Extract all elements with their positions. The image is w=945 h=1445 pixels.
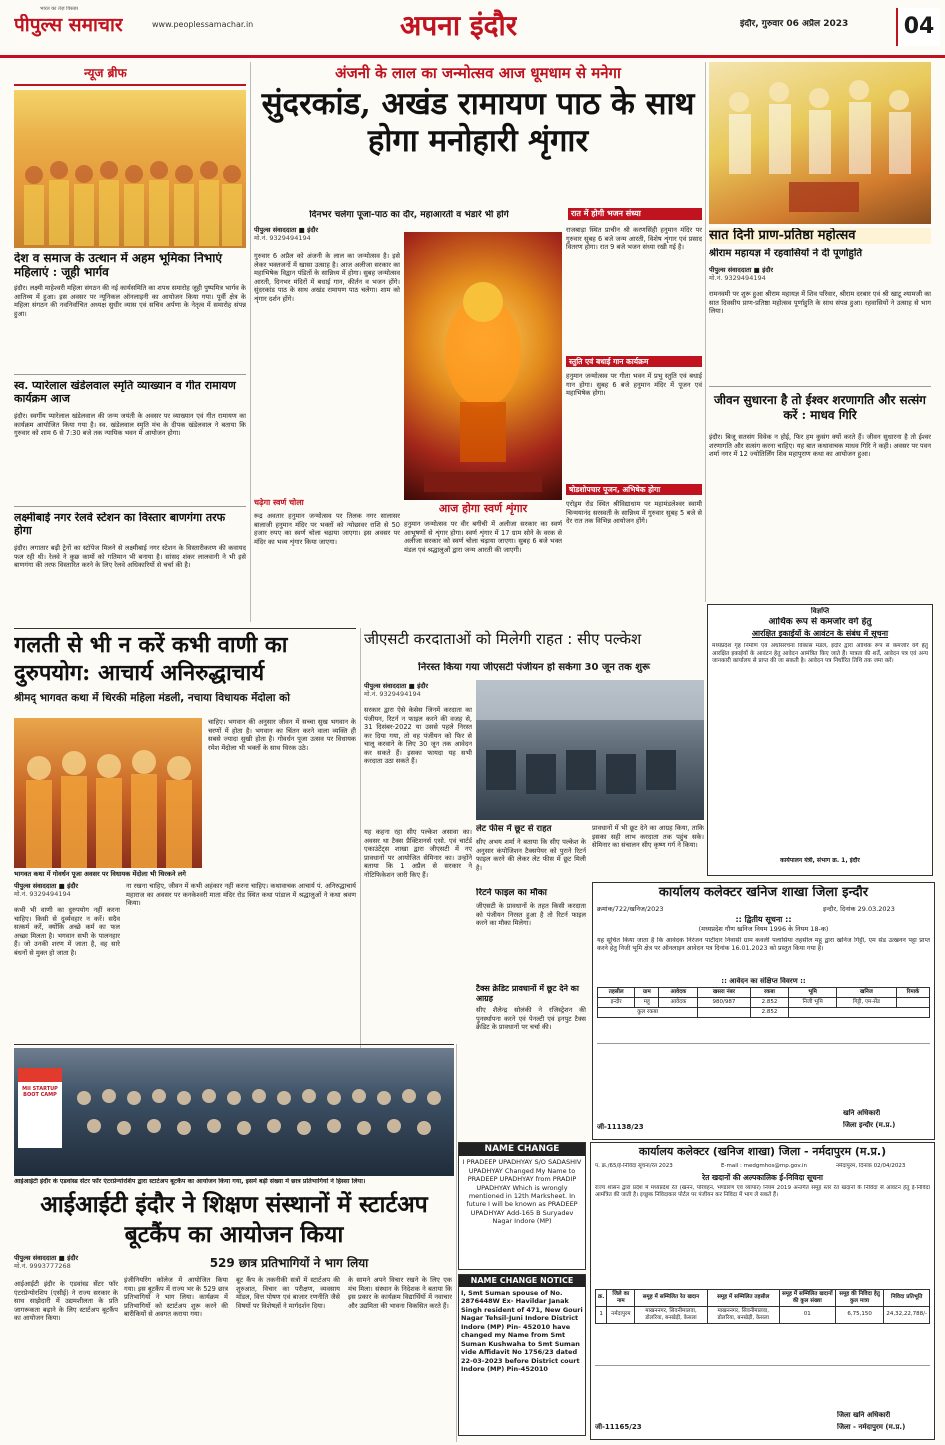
khanij-th: ग्राम bbox=[635, 988, 659, 998]
madhav-giri-body: इंदौर। बिजू सतसंग विवेक न होई, फिर हम कुसंग क्यों करते हैं। जीवन सुधारना है तो ईश्वर शरणागति और सत्संग करना चाहिए। यह बात कथावाचक माधव गिरि ने कही। अवसर पर पवन शर्मा नगर में 12 ज्योतिर्लिंग शिव महापुराण कथा का आयोजन हुआ। bbox=[709, 433, 931, 459]
lead-subhead-d: षोडशोपचार पूजन, अभिषेक होगा bbox=[566, 484, 702, 495]
website-url[interactable]: www.peoplessamachar.in bbox=[152, 20, 254, 29]
khanij-signature-1: खनि अधिकारी bbox=[843, 1109, 881, 1117]
khanij-table-title: :: आवेदन का संक्षिप्त विवरण :: bbox=[721, 977, 806, 985]
lead-kicker: अंजनी के लाल का जन्मोत्सव आज धूमधाम से मनेगा bbox=[335, 64, 621, 82]
lead-body-5: हनुमान जन्मोत्सव पर गीता भवन में प्रभु स्तुति एवं बधाई गान होगा। सुबह 6 बजे हनुमान मंदिर में पूजन एवं महाभिषेक होगा। bbox=[566, 372, 702, 398]
news-brief-label: न्यूज ब्रीफ bbox=[84, 66, 127, 80]
narmadapuram-table-wrap bbox=[595, 1289, 930, 1324]
narmadapuram-body: राज्य शासन द्वारा प्रदेश में मध्यप्रदेश रेत (खनन, परिवहन, भण्डारण एवं व्यापार) नियम 2019 अन्तर्गत समूह स्तर रेत खदानों के निविदा से आवंटन हेतु ई-निविदा आमंत्रित की जाती है। इच्छुक निविदाकार पोर्टल पर पंजीयन कर निविदा में भाग ले सकते हैं। bbox=[595, 1185, 930, 1199]
khanij-body: यह सूचित किया जाता है कि आवेदक निरंजन पाटीदार निवासी ग्राम कवली पलासिया तहसील महू द्वारा खनिज गिट्टी, एम सेंड उत्खनन पट्टा प्राप्त करने हेतु निजी भूमि क्षेत्र पर ऑनलाइन आवेदन पत्र दिनांक 16.01.2023 को प्रस्तुत किया गया है। bbox=[597, 937, 930, 953]
gst-subhead-b: टैक्स क्रेडिट प्रावधानों में छूट देने का आग्रह bbox=[476, 984, 579, 1003]
mahotsav-headline[interactable]: सात दिनी प्राण-प्रतिष्ठा महोत्सव bbox=[709, 228, 931, 244]
khanij-indore-notice bbox=[592, 882, 935, 1140]
narmadapuram-terms bbox=[595, 1365, 930, 1411]
khanij-headline: कार्यालय कलेक्टर खनिज शाखा जिला इन्दौर bbox=[658, 885, 869, 900]
lead-byline: पीपुल्स संवाददाता ■ इंदौर bbox=[254, 226, 319, 234]
mahotsav-story bbox=[709, 62, 931, 382]
lead-subhead: दिनभर चलेगा पूजा-पाठ का दौर, महाआरती व भंडारे भी होंगे bbox=[309, 210, 509, 220]
bootcamp-group-illustration bbox=[14, 1048, 454, 1176]
narmadapuram-th: क्र. bbox=[596, 1290, 607, 1307]
yagna-illustration bbox=[709, 62, 931, 224]
brief-headline-1[interactable]: देश व समाज के उत्थान में अहम भूमिका निभाएं महिलाएं : जूही भार्गव bbox=[14, 252, 222, 279]
narmadapuram-td: 1 bbox=[596, 1306, 607, 1323]
lead-body-1: गुरुवार 6 अप्रैल को अंजनी के लाल का जन्मोत्सव है। इसे लेकर भक्तजनों में खासा उत्साह है। आज अलीजा सरकार का महाभिषेक विद्वान पंडितों के सान्निध्य में होगा। सुबह जन्मोत्सव आरती, दिनभर मंदिरों में बधाई गान, कीर्तन व भजन होंगे। सुंदरकांड पाठ के साथ अखंड रामायण पाठ चलेगा। शाम को शृंगार दर्शन होंगे। bbox=[254, 252, 400, 303]
table-row bbox=[596, 1306, 930, 1323]
gst-caption: लेट फीस में छूट से राहत bbox=[476, 824, 552, 834]
lead-story bbox=[254, 62, 702, 622]
khanij-th: रकबा bbox=[750, 988, 789, 998]
khanij-signature-2: जिला इन्दौर (म.प्र.) bbox=[843, 1121, 896, 1129]
gst-seminar-photo bbox=[476, 680, 704, 820]
masthead bbox=[0, 0, 945, 58]
khanij-conditions bbox=[597, 1043, 930, 1107]
khanij-td bbox=[896, 997, 929, 1007]
iiit-caption: आईआईटी इंदौर के एडवांस्ड सेंटर फॉर एंटरप्रेन्योरशिप द्वारा स्टार्टअप बूटकैंप का आयोजन किया गया, इसमें बड़ी संख्या में छात्र प्रतिभागियों ने हिस्सा लिया। bbox=[14, 1178, 366, 1185]
khanij-total-value: 2.852 bbox=[750, 1007, 789, 1017]
narmadapuram-signature-1: जिला खनि अधिकारी bbox=[837, 1411, 891, 1419]
khanij-td: 980/987 bbox=[698, 997, 750, 1007]
bhagwat-body-3: ना रखना चाहिए, जीवन में कभी अहंकार नहीं करना चाहिए। कथावाचक आचार्य पं. अनिरुद्धाचार्य महाराज का अवसर पर कनकेश्वरी माता मंदिर रोड स्थित कथा पांडाल में श्रद्धालुओं ने कथा श्रवण किया। bbox=[126, 882, 356, 908]
lead-mobile: मो.नं. 9329494194 bbox=[254, 234, 311, 243]
gst-byline: पीपुल्स संवाददाता ■ इंदौर bbox=[364, 682, 429, 690]
brief-photo-women-group bbox=[14, 90, 246, 248]
section-title: अपना इंदौर bbox=[400, 9, 518, 42]
narmadapuram-date: नर्मदापुरम, दिनांक 02/04/2023 bbox=[836, 1163, 906, 1169]
khanij-th: खनिज bbox=[836, 988, 896, 998]
narmadapuram-email[interactable]: E-mail : medgmhos@mp.gov.in bbox=[721, 1163, 807, 1169]
khanij-ref-left: क्रमांक/722/खनिज/2023 bbox=[597, 905, 664, 913]
narmadapuram-td: माखननगर, सिवनीमालवा, डोलरिया, बनखेड़ी, केसला bbox=[635, 1306, 707, 1323]
mahotsav-subhead: श्रीराम महायज्ञ में रहवासियों ने दी पूर्णाहुति bbox=[709, 248, 863, 259]
gst-mobile: मो.नं. 9329494194 bbox=[364, 690, 421, 699]
narmadapuram-signature-2: जिला - नर्मदापुरम (म.प्र.) bbox=[837, 1423, 906, 1431]
brief-body-3: इंदौर। लगातार बढ़ी ट्रेनों का स्टॉपेज मिलने से लक्ष्मीबाई नगर स्टेशन के विस्तारीकरण की कवायद फल रही थी। रेलवे ने कुछ कामों को गतिमान भी बनाया है। सांसद शंकर लालवानी ने भी इसे बाणगंगा की तरफ विस्तारित करने के लिए रेलवे अधिकारियों से चर्चा की है। bbox=[14, 544, 246, 570]
gst-body-1: सरकार द्वारा ऐसे केसेस जिनमें करदाता का पंजीयन, रिटर्न न फाइल करने की वजह से, 31 दिसंबर-2022 या उससे पहले निरस्त कर दिया गया, तो वह पंजीयन को फिर से चालू करवाने के लिए 30 जून तक आवेदन कर सकते हैं। इसका फायदा यह सभी करदाता उठा सकते हैं। bbox=[364, 706, 472, 766]
brief-body-1: इंदौर। लक्ष्मी माहेश्वरी महिला संगठन की नई कार्यसमिति का शपथ समारोह जूही पुष्पमित्र भार्गव के आतिथ्य में हुआ। इस अवसर पर न्यूनिकल ऑनलाइनी का आयोजन किया गया। पूर्वी क्षेत्र के महिला संगठन की नवनिर्वाचित अध्यक्ष सुधीर व्यास एवं सचिव अर्पणा के नेतृत्व में समारोह संपन्न हुआ। bbox=[14, 284, 246, 318]
notice-title-small: विज्ञप्ति bbox=[810, 607, 830, 615]
narmadapuram-headline: कार्यालय कलेक्टर (खनिज शाखा) जिला - नर्मदापुरम (म.प्र.) bbox=[638, 1145, 887, 1158]
lead-subhead-a: चढ़ेगा स्वर्ण चोला bbox=[254, 498, 304, 507]
gst-headline[interactable]: जीएसटी करदाताओं को मिलेगी राहत : सीए पल्केश bbox=[364, 630, 642, 648]
bhagwat-mobile: मो.नं. 9329494194 bbox=[14, 890, 71, 899]
narmadapuram-td: नर्मदापुरम bbox=[607, 1306, 635, 1323]
khanij-total-label: कुल रकबा bbox=[598, 1007, 698, 1017]
narmadapuram-th: समूह में सम्मिलित तहसील bbox=[707, 1290, 779, 1307]
lead-body-2: रूद्र अवतार हनुमान जन्मोत्सव पर तिलक नगर सालासर बालाजी हनुमान मंदिर पर भक्तों को न्योछावर राशि से 50 हजार रुपए का स्वर्ण चोला चढ़ाया जाएगा। इस अवसर पर मंदिर का भव्य शृंगार किया जाएगा। bbox=[254, 512, 400, 546]
ews-notice bbox=[707, 604, 933, 876]
name-change-ad-1 bbox=[458, 1142, 586, 1270]
notice-title-1: आर्थिक रूप से कमजोर वर्ग हेतु bbox=[768, 617, 872, 627]
bhagwat-caption: भागवत कथा में गोवर्धन पूजा अवसर पर विधायक मेंदोला भी थिरकने लगे bbox=[14, 870, 186, 878]
notice-body: मध्यप्रदेश गृह निर्माण एवं अधोसंरचना विकास मंडल, इंदौर द्वारा आर्थिक रूप से कमजोर वर्ग हेतु आरक्षित इकाईयों के आवंटन हेतु आवेदन आमंत्रित किए जाते हैं। पात्रता की शर्तें, आवेदन पत्र एवं अन्य जानकारी कार्यालय से प्राप्त की जा सकती है। आवेदन पत्र निर्धारित तिथि तक जमा करें। bbox=[712, 643, 928, 665]
hanuman-idol-illustration bbox=[404, 232, 562, 500]
iiit-body-2: इंजीनियरिंग कॉलेज में आयोजित किया गया। इस बूटकैंप में राज्य भर के 529 छात्र प्रतिभागियों ने भाग लिया। कार्यक्रम में प्रतिभागियों को स्टार्टअप शुरू करने की बारीकियों से अवगत कराया गया। bbox=[124, 1276, 228, 1319]
narmadapuram-notice bbox=[590, 1142, 935, 1440]
khanij-ref-right: इन्दौर, दिनांक 29.03.2023 bbox=[823, 905, 895, 913]
narmadapuram-th: समूह में सम्मिलित खदानों की कुल संख्या bbox=[779, 1290, 835, 1307]
brief-headline-3[interactable]: लक्ष्मीबाई नगर रेलवे स्टेशन का विस्तार बाणगंगा तरफ होगा bbox=[14, 512, 226, 537]
khanij-th: भूमि bbox=[789, 988, 836, 998]
khanij-td: 2.852 bbox=[750, 997, 789, 1007]
iiit-story bbox=[14, 1048, 454, 1442]
iiit-body-1: आईआईटी इंदौर के एडवांस्ड सेंटर फॉर एंटरप्रेन्योरशिप (एसीई) ने राज्य सरकार के साथ साझेदारी में उद्यमशीलता के प्रति जागरूकता बढ़ाने के लिए स्टार्टअप बूटकैंप का आयोजन किया। bbox=[14, 1280, 118, 1323]
gst-body-2: यह कहना रहा सीए पल्केश असावा का। अवसर था टैक्स प्रैक्टिशनर्स एसो. एवं चार्टर्ड एकाउंटेंट्स शाखा द्वारा जीएसटी में नए प्रावधानों पर आयोजित सेमिनार का। उन्होंने बताया कि 1 अप्रैल से सरकार ने नोटिफिकेशन जारी किए हैं। bbox=[364, 828, 472, 879]
madhav-giri-story bbox=[709, 386, 931, 596]
bhagwat-byline: पीपुल्स संवाददाता ■ इंदौर bbox=[14, 882, 79, 890]
khanij-td: महू bbox=[635, 997, 659, 1007]
women-group-illustration bbox=[14, 90, 246, 248]
notice-title-2: आरक्षित इकाईयों के आवंटन के संबंध में सूचना bbox=[751, 629, 889, 638]
iiit-mobile: मो.नं. 9993777268 bbox=[14, 1262, 71, 1271]
khanij-table bbox=[597, 987, 930, 1018]
khanij-table-wrap bbox=[597, 987, 930, 1018]
dateline: इंदौर, गुरुवार 06 अप्रैल 2023 bbox=[740, 19, 849, 29]
narmadapuram-th: समूह की निविदा हेतु कुल मात्रा bbox=[835, 1290, 884, 1307]
name-change-head-2: NAME CHANGE NOTICE bbox=[459, 1275, 585, 1287]
narmadapuram-td: 24,32,22,788/- bbox=[884, 1306, 930, 1323]
khanij-notice-title: :: द्वितीय सूचना :: bbox=[735, 915, 792, 924]
gst-body-3: सीए अभय शर्मा ने बताया कि सीए पल्केश के अनुसार कंपोजिशन टैक्सपेयर को पुराने रिटर्न फाइल करने की लेकर लेट फीस में छूट मिली है। bbox=[476, 838, 586, 872]
iiit-group-photo bbox=[14, 1048, 454, 1176]
logo-tagline: भारत का तेज़ विस्तार bbox=[40, 6, 79, 12]
lead-subhead-b-tag: रात में होगी भजन संध्या bbox=[568, 208, 702, 220]
table-row bbox=[598, 997, 930, 1007]
lead-photo-caption: आज होगा स्वर्ण शृंगार bbox=[438, 502, 528, 515]
name-change-body-2: I, Smt Suman spouse of No. 2876448W Ex- Havildar Janak Singh resident of 471, New Gouri Nagar Tehsil-Juni Indore District Indore (MP) Pin- 452010 have changed my Name from Smt Suman Kushwaha to Smt Suman vide Affidavit No 1756/23 dated 22-03-2023 before District court Indore (MP) Pin-452010 bbox=[461, 1289, 583, 1373]
khanij-th: तहसील bbox=[598, 988, 635, 998]
khanij-rule: (मध्यप्रदेश गौण खनिज नियम 1996 के नियम 18-क) bbox=[698, 925, 829, 933]
khanij-td: निजी भूमि bbox=[789, 997, 836, 1007]
bhagwat-subhead: श्रीमद् भागवत कथा में थिरकी महिला मंडली, नचाया विधायक मेंदोला को bbox=[14, 692, 290, 704]
hanuman-idol-photo bbox=[404, 232, 562, 500]
gst-subhead-a: रिटर्न फाइल का मौका bbox=[476, 888, 547, 898]
brief-headline-2[interactable]: स्व. प्यारेलाल खंडेलवाल स्मृति व्याख्यान व गीत रामायण कार्यक्रम आज bbox=[14, 380, 236, 405]
gst-subhead: निरस्त किया गया जीएसटी पंजीयन हो सकेगा 30 जून तक शुरू bbox=[418, 662, 650, 673]
bhagwat-headline[interactable]: गलती से भी न करें कभी वाणी का दुरुपयोग: आचार्य अनिरुद्धाचार्य bbox=[14, 632, 288, 686]
mahotsav-photo bbox=[709, 62, 931, 224]
narmadapuram-ref: प. क्र./65/ई-निविदा सूचना/रेत 2023 bbox=[595, 1163, 673, 1169]
khanij-th: खसरा नंबर bbox=[698, 988, 750, 998]
narmadapuram-td: 6,75,150 bbox=[835, 1306, 884, 1323]
bhagwat-body-1: कभी भी वाणी का दुरुपयोग नहीं करना चाहिए। किसी से दुर्व्यवहार न करें। सदैव सत्कर्म करें, क्योंकि अच्छे कर्म का फल अच्छा मिलता है। भगवान सभी के पालनहार हैं। जो उनकी शरण में जाता है, वह सारे बंधनों से मुक्त हो जाता है। bbox=[14, 906, 120, 957]
name-change-body-1: I PRADEEP UPADHYAY S/O SADASHIV UPADHYAY Changed My Name to PRADEEP UPADHYAY from PRADIP UPADHYAY Which is wrongly mentioned in 12th Marksheet. In future I will be known as PRADEEP UPADHYAY Add-165 B Suryadev Nagar Indore (MP) bbox=[462, 1158, 582, 1226]
gst-body-6: सीए शैलेन्द्र सोलंकी ने रजिस्ट्रेशन की पुनर्स्थापना करने एवं पेनल्टी एवं इनपुट टैक्स क्रेडिट के प्रावधानों पर चर्चा की। bbox=[476, 1006, 586, 1032]
narmadapuram-td: 01 bbox=[779, 1306, 835, 1323]
narmadapuram-ref-footer: जी-11165/23 bbox=[595, 1423, 642, 1431]
lead-body-6: एरोड्रम रोड स्थित श्रीविद्याधाम पर महामंडलेश्वर स्वामी चिन्मयानंद सरस्वती के सान्निध्य में गुरुवार सुबह 5 बजे से देर रात तक विभिन्न आयोजन होंगे। bbox=[566, 500, 702, 526]
khanij-td: आवेदक bbox=[659, 997, 698, 1007]
bhagwat-crowd-illustration bbox=[14, 718, 202, 868]
lead-body-3: हनुमान जन्मोत्सव पर वीर बगीची में अलीजा सरकार का स्वर्ण आभूषणों से शृंगार होगा। स्वर्ण शृंगार में 17 ग्राम सोने के वरक से अलीजा सरकार को स्वर्ण चोला चढ़ाया जाएगा। सुबह 6 बजे भक्त मंडल एवं श्रद्धालुओं द्वारा जन्म आरती की जाएगी। bbox=[404, 520, 562, 554]
narmadapuram-subtitle: रेत खदानों की अल्पकालिक ई-निविदा सूचना bbox=[702, 1173, 823, 1182]
iiit-body-4: के सामने अपने विचार रखने के लिए एक मंच मिला। संस्थान के निदेशक ने बताया कि इस प्रकार के कार्यक्रम विद्यार्थियों में नवाचार और उद्यमिता की भावना विकसित करते हैं। bbox=[348, 1276, 452, 1310]
classifieds-column bbox=[458, 1142, 586, 1438]
khanij-th: आवेदक bbox=[659, 988, 698, 998]
iiit-subhead: 529 छात्र प्रतिभागियों ने भाग लिया bbox=[209, 1256, 369, 1270]
lead-subhead-c: स्तुति एवं बधाई गान कार्यक्रम bbox=[566, 356, 702, 367]
bhagwat-body-2: चाहिए। भगवान की अनुसार जीवन में सच्चा सुख भगवान के चरणों में होता है। भगवान का चिंतन करने वाला व्यक्ति ही सबसे ज्यादा सुखी होता है। गोवर्धन पूजा उत्सव पर विधायक रमेश मेंदोला भी भक्तों के साथ थिरक उठे। bbox=[208, 718, 356, 752]
iiit-body-3: बूट कैंप के तकनीकी सत्रों में स्टार्टअप की शुरुआत, विचार का परीक्षण, व्यवसाय मॉडल, वित्त पोषण एवं बाजार रणनीति जैसे विषयों पर विशेषज्ञों ने मार्गदर्शन दिया। bbox=[236, 1276, 340, 1310]
bhagwat-story bbox=[14, 632, 356, 1042]
gst-body-4: प्रावधानों में भी छूट देने का आग्रह किया, ताकि इसका सही लाभ करदाता तक पहुंच सके। सेमिनार का संचालन सीए कृष्ण गर्ग ने किया। bbox=[592, 824, 704, 850]
lead-headline[interactable]: सुंदरकांड, अखंड रामायण पाठ के साथ होगा मनोहारी शृंगार bbox=[261, 86, 695, 160]
khanij-td: गिट्टी, एम-सेंड bbox=[836, 997, 896, 1007]
bhagwat-photo bbox=[14, 718, 202, 868]
narmadapuram-th: निविदा प्रतिभूति bbox=[884, 1290, 930, 1307]
narmadapuram-table bbox=[595, 1289, 930, 1324]
table-row bbox=[598, 1007, 930, 1017]
mahotsav-mobile: मो.नं. 9329494194 bbox=[709, 274, 766, 283]
madhav-giri-headline[interactable]: जीवन सुधारना है तो ईश्वर शरणागति और सत्संग करें : माधव गिरि bbox=[714, 393, 926, 422]
khanij-td: इन्दौर bbox=[598, 997, 635, 1007]
bootcamp-banner: MII STARTUP BOOT CAMP bbox=[22, 1086, 58, 1098]
brief-body-2: इंदौर। स्वर्गीय प्यारेलाल खंडेलवाल की जन्म जयंती के अवसर पर व्याख्यान एवं गीत रामायण का कार्यक्रम आयोजित किया गया है। स्व. खंडेलवाल स्मृति मंच के दीपक खंडेलवाल ने बताया कि गुरुवार को शाम 6 से 7:30 बजे तक न्यायिक भवन में आयोजन होगा। bbox=[14, 412, 246, 438]
notice-footer: कार्यपालन यंत्री, संभाग क्र. 1, इंदौर bbox=[780, 857, 860, 864]
mahotsav-body: रामनवमी पर शुरू हुआ श्रीराम महायज्ञ में शिव परिवार, श्रीराम दरबार एवं श्री खाटू श्यामजी का सात दिवसीय प्राण-प्रतिष्ठा महोत्सव पूर्णाहुति के साथ संपन्न हुआ। रहवासियों ने उत्साह से भाग लिया। bbox=[709, 290, 931, 316]
khanij-ref-footer: जी-11138/23 bbox=[597, 1123, 644, 1131]
gst-body-5: जीएसटी के प्रावधानों के तहत किसी करदाता को पंजीयन निरस्त हुआ है तो रिटर्न फाइल करने का मौका मिलेगा। bbox=[476, 902, 586, 928]
news-brief-column bbox=[14, 62, 246, 624]
iiit-byline: पीपुल्स संवाददाता ■ इंदौर bbox=[14, 1254, 79, 1262]
narmadapuram-th: समूह में सम्मिलित रेत खदान bbox=[635, 1290, 707, 1307]
page-number: 04 bbox=[896, 8, 940, 46]
seminar-hall-illustration bbox=[476, 680, 704, 820]
lead-body-4: राजबाड़ा स्थित प्राचीन श्री करणसिंही हनुमान मंदिर पर गुरुवार सुबह 6 बजे जन्म आरती, विशेष शृंगार एवं प्रसाद वितरण होगा। रात 9 बजे भजन संध्या रखी गई है। bbox=[566, 226, 702, 252]
name-change-head-1: NAME CHANGE bbox=[459, 1143, 585, 1156]
narmadapuram-th: जिले का नाम bbox=[607, 1290, 635, 1307]
name-change-ad-2 bbox=[458, 1274, 586, 1436]
iiit-headline[interactable]: आईआईटी इंदौर ने शिक्षण संस्थानों में स्टार्टअप बूटकैंप का आयोजन किया bbox=[40, 1191, 428, 1248]
newspaper-logo[interactable]: पीपुल्स समाचार bbox=[14, 14, 123, 36]
narmadapuram-td: माखननगर, सिवनीमालवा, डोलरिया, बनखेड़ी, केसला bbox=[707, 1306, 779, 1323]
mahotsav-byline: पीपुल्स संवाददाता ■ इंदौर bbox=[709, 266, 774, 274]
khanij-th: रिमार्क bbox=[896, 988, 929, 998]
